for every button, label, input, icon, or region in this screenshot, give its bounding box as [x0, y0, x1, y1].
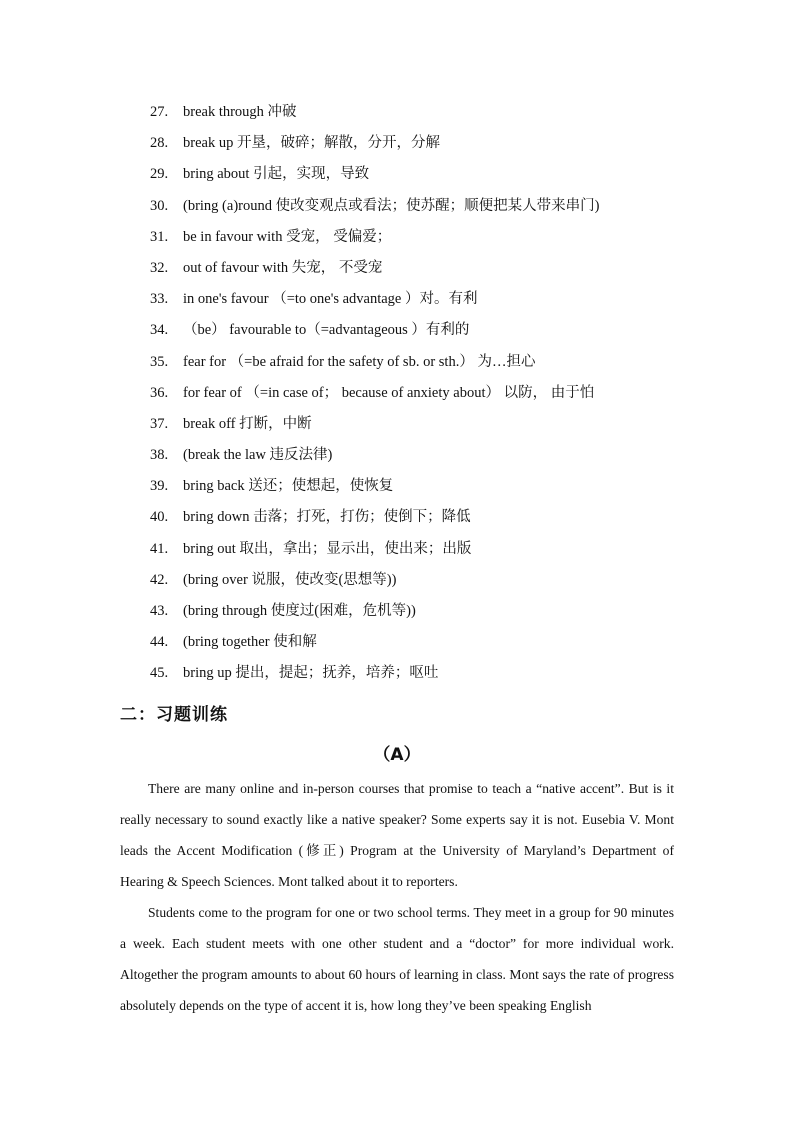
section-title: 二：习题训练 [120, 705, 228, 725]
item-text: fear for （=be afraid for the safety of sb. or sth.） 为…担心 [183, 353, 536, 370]
item-number: 34. [150, 322, 169, 339]
item-text: (break the law 违反法律) [183, 447, 333, 464]
list-item [150, 505, 599, 536]
list-item [150, 630, 599, 661]
list-item [150, 350, 599, 381]
item-text: bring up 提出，提起；抚养，培养；呕吐 [183, 665, 439, 682]
item-text: (bring (a)round 使改变观点或看法；使苏醒；顺便把某人带来串门) [183, 197, 600, 214]
item-number: 44. [150, 634, 169, 651]
item-text: bring out 取出，拿出；显示出，使出来；出版 [183, 540, 472, 557]
item-number: 35. [150, 353, 169, 370]
item-text: (bring through 使度过(困难，危机等)) [183, 603, 416, 619]
item-number: 39. [150, 478, 169, 495]
phrase-list [150, 100, 599, 693]
list-item [150, 412, 599, 443]
paragraph: Students come to the program for one or two school terms. They meet in a group for 90 minutes a week. Each student meets with one other student and a “doctor” for more individual work. Altogether the program amounts to about 60 hours of learning in class. Mont says the rate of progress absolutely depends on the type of accent it is, how long they’ve been speaking English [120, 905, 674, 1013]
item-number: 29. [150, 166, 169, 183]
item-number: 30. [150, 197, 169, 214]
item-number: 40. [150, 509, 169, 526]
item-number: 45. [150, 665, 169, 682]
item-number: 27. [150, 104, 169, 120]
item-text: (bring over 说服，使改变(思想等)) [183, 571, 397, 588]
list-item [150, 599, 599, 630]
item-number: 37. [150, 415, 169, 432]
item-text: out of favour with 失宠， 不受宠 [183, 259, 383, 276]
item-number: 36. [150, 384, 169, 401]
item-number: 32. [150, 259, 169, 276]
item-number: 33. [150, 291, 169, 308]
list-item [150, 661, 599, 692]
item-number: 31. [150, 228, 169, 245]
item-number: 43. [150, 603, 169, 619]
list-item [150, 568, 599, 599]
item-number: 42. [150, 571, 169, 588]
list-item [150, 287, 599, 318]
item-text: break off 打断，中断 [183, 415, 312, 432]
item-text: be in favour with 受宠， 受偏爱； [183, 228, 392, 245]
list-item [150, 474, 599, 505]
passage-label: （A） [373, 745, 421, 765]
list-item [150, 100, 599, 131]
list-item [150, 194, 599, 225]
item-number: 28. [150, 135, 169, 152]
item-text: break up 开垦，破碎；解散，分开，分解 [183, 135, 440, 152]
paragraph: There are many online and in-person courses that promise to teach a “native accent”. But is it really necessary to sound exactly like a native speaker? Some experts say it is not. Eusebia V. Mont leads the Accent Modification (修正) Program at the University of Maryland’s Department of Hearing & Speech Sciences. Mont talked about it to reporters. [120, 781, 674, 889]
item-text: bring down 击落；打死，打伤；使倒下；降低 [183, 509, 471, 526]
item-text: for fear of （=in case of； because of anxiety about） 以防， 由于怕 [183, 384, 595, 401]
list-item [150, 256, 599, 287]
item-text: bring back 送还；使想起，使恢复 [183, 478, 394, 495]
item-text: (bring together 使和解 [183, 634, 317, 651]
list-item [150, 443, 599, 474]
item-text: （be） favourable to（=advantageous ）有利的 [183, 322, 470, 339]
list-item [150, 131, 599, 162]
item-number: 41. [150, 540, 169, 557]
list-item [150, 381, 599, 412]
list-item [150, 537, 599, 568]
item-number: 38. [150, 447, 169, 464]
item-text: in one's favour （=to one's advantage ）对。有利 [183, 291, 478, 308]
item-text: break through 冲破 [183, 104, 297, 120]
list-item [150, 318, 599, 349]
list-item [150, 225, 599, 256]
list-item [150, 162, 599, 193]
item-text: bring about 引起，实现，导致 [183, 166, 370, 183]
